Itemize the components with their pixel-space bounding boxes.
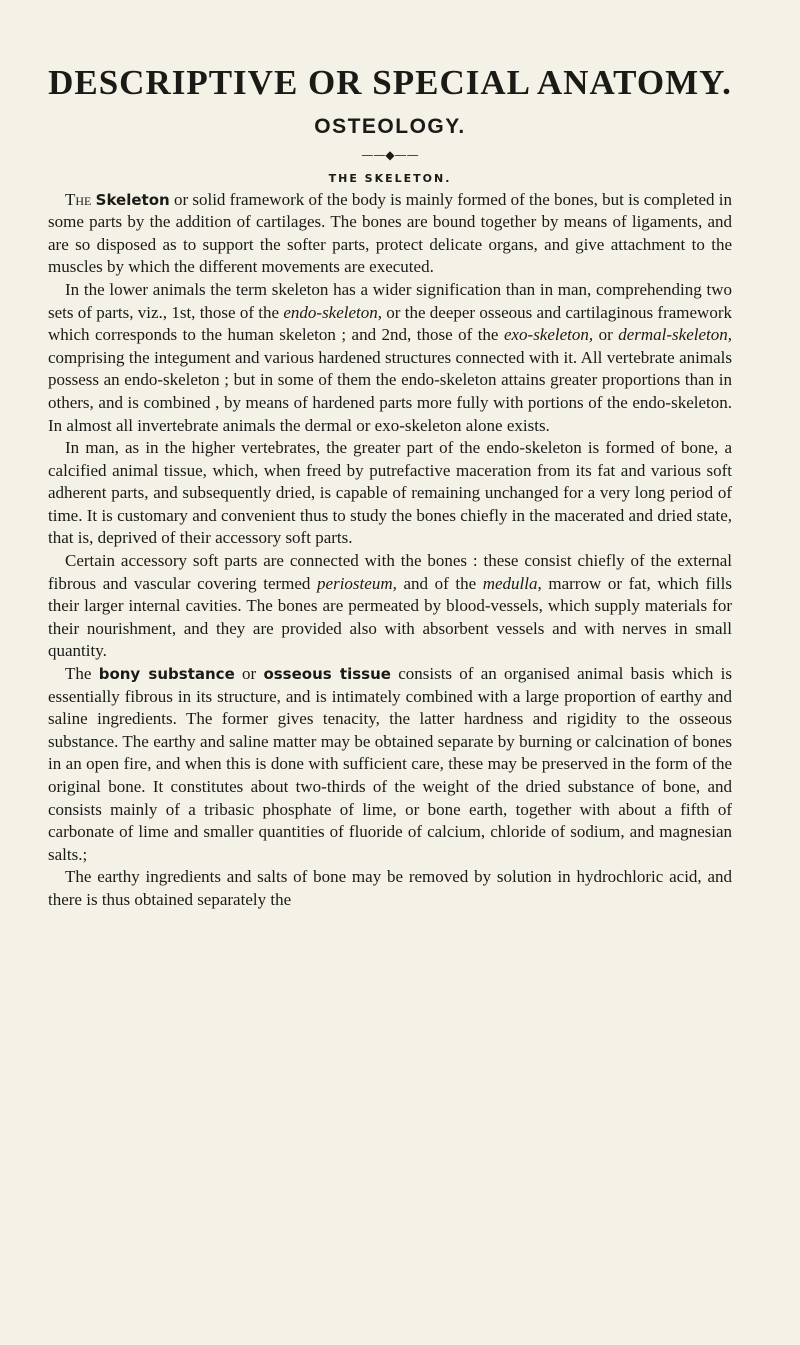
paragraph-4-text-b: and of the — [396, 573, 483, 593]
paragraph-2-text-a: In the lower animals the term skeleton has a wider signification than in man, comprehending two sets of parts, viz., 1st, those of the — [48, 279, 732, 322]
paragraph-1-text: or solid framework of the body is mainly formed of the bones, but is completed in some parts by the addition of cartilages. The bones are bound together by means of ligaments, and are so disposed as to support the softer parts, protect delicate organs, and give attachment to the muscles by which the different movements are executed. — [48, 189, 733, 277]
paragraph-5-text-b: or — [234, 664, 264, 684]
paragraph-4-text-c: marrow or fat, which fills their larger internal cavities. The bones are permeated by blood-vessels, which supply materials for their nourishment, and they are provided also with absorbent vessels and with nerves in small quantity. — [48, 573, 732, 661]
paragraph-3 — [48, 437, 732, 550]
term-medulla: medulla, — [482, 573, 542, 593]
lead-caps: The — [65, 189, 92, 209]
ornament-divider: ——◆—— — [361, 148, 419, 163]
term-skeleton: Skeleton — [95, 190, 170, 209]
term-periosteum: periosteum, — [317, 573, 397, 593]
subsection-title: THE SKELETON. — [328, 172, 452, 186]
paragraph-4 — [48, 550, 732, 663]
paragraph-2-text-c: or — [593, 325, 619, 345]
term-osseous-tissue: osseous tissue — [263, 665, 391, 684]
term-endo-skeleton: endo-skeleton, — [283, 302, 383, 322]
paragraph-2-text-b: or the deeper osseous and cartilaginous framework which corresponds to the human skeleton ; and 2nd, those of the — [48, 302, 733, 345]
paragraph-1 — [48, 189, 732, 279]
paragraph-2-text-d: comprising the integument and various hardened structures connected with it. All vertebrate animals possess an endo-skeleton ; but in some of them the endo-skeleton attains greater proportions than in others, and is combined , by means of hardened parts more fully with portions of the endo-skeleton. In almost all invertebrate animals the dermal or exo-skeleton alone exists. — [48, 347, 732, 435]
term-bony-substance: bony substance — [98, 665, 235, 684]
body-text — [48, 189, 732, 912]
paragraph-2 — [48, 279, 732, 437]
paragraph-6-text: The earthy ingredients and salts of bone may be removed by solution in hydrochloric acid, and there is thus obtained separately the — [48, 867, 732, 909]
paragraph-5 — [48, 663, 732, 866]
main-title: DESCRIPTIVE OR SPECIAL ANATOMY. — [48, 63, 732, 102]
paragraph-5-text-c: consists of an organised animal basis which is essentially fibrous in its structure, and is intimately combined with a large proportion of earthy and saline ingredients. The former gives tenacity, the latter hardness and rigidity to the osseous substance. The earthy and saline matter may be obtained separate by burning or calcination of bones in an open fire, and when this is done with sufficient care, these may be preserved in the form of the original bone. It constitutes about two-thirds of the weight of the dried substance of bone, and consists mainly of a tribasic phosphate of lime, or bone earth, together with about a fifth of carbonate of lime and smaller quantities of fluoride of calcium, chloride of sodium, and magnesian salts.; — [48, 664, 732, 864]
paragraph-6 — [48, 866, 732, 911]
term-exo-skeleton: exo-skeleton, — [503, 325, 594, 345]
section-title: OSTEOLOGY. — [314, 115, 466, 138]
paragraph-5-text-a: The — [65, 664, 99, 684]
paragraph-3-text: In man, as in the higher vertebrates, the greater part of the endo-skeleton is formed of bone, a calcified animal tissue, which, when freed by putrefactive maceration from its fat and various soft adherent parts, and subsequently dried, is capable of remaining unchanged for a very long period of time. It is customary and convenient thus to study the bones chiefly in the macerated and dried state, that is, deprived of their accessory soft parts. — [48, 438, 732, 548]
paragraph-4-text-a: Certain accessory soft parts are connected with the bones : these consist chiefly of the external fibrous and vascular covering termed — [48, 551, 732, 593]
term-dermal-skeleton: dermal-skeleton, — [618, 325, 732, 345]
